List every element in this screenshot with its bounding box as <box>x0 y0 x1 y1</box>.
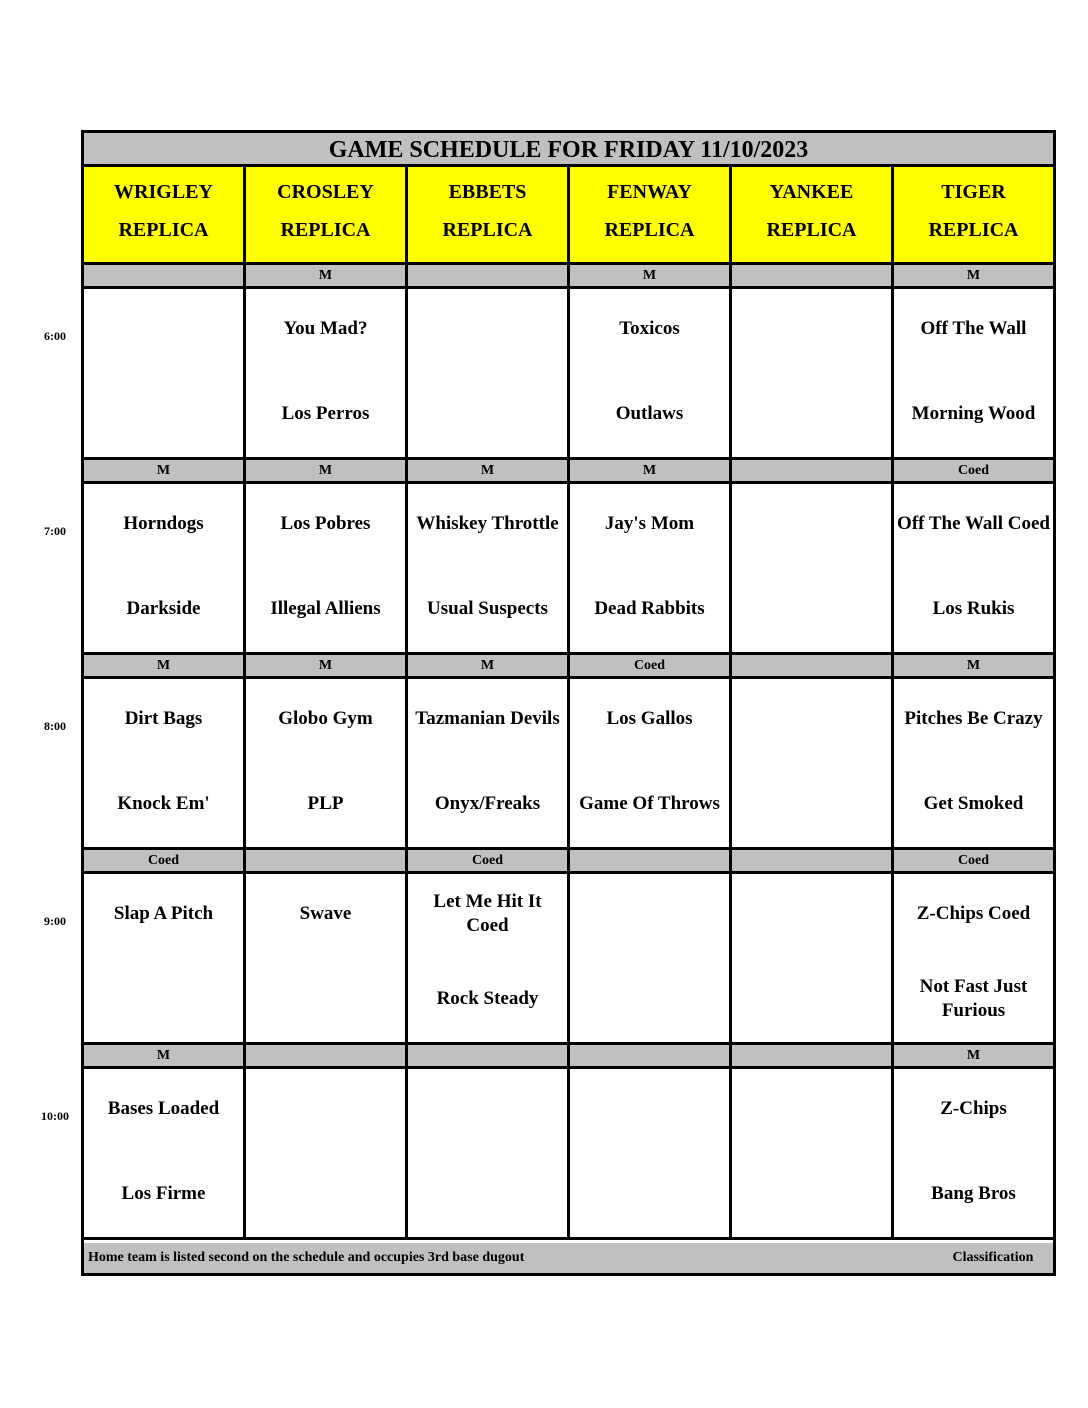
home-team: Illegal Alliens <box>270 598 381 619</box>
classification-cell: M <box>894 1045 1053 1069</box>
classification-cell: M <box>84 655 246 679</box>
game-cell <box>84 484 246 655</box>
home-team <box>572 969 727 1029</box>
field-subtitle: REPLICA <box>118 219 209 241</box>
game-cell <box>894 679 1053 850</box>
game-cell <box>732 874 894 1045</box>
home-team-note: Home team is listed second on the schedule and occupies 3rd base dugout <box>88 1250 525 1265</box>
away-team: Slap A Pitch <box>113 903 214 924</box>
home-team: Darkside <box>126 598 201 619</box>
classification-cell: Coed <box>408 850 570 874</box>
schedule-title: GAME SCHEDULE FOR FRIDAY 11/10/2023 <box>84 133 1053 167</box>
away-team: Tazmanian Devils <box>415 708 560 729</box>
game-cell <box>408 679 570 850</box>
game-cell <box>894 484 1053 655</box>
field-header-2 <box>246 167 408 265</box>
time-label: 9:00 <box>44 914 66 928</box>
time-label: 7:00 <box>44 524 66 538</box>
away-team <box>410 299 565 359</box>
game-cell <box>732 484 894 655</box>
classification-cell <box>732 460 894 484</box>
game-cell <box>570 874 732 1045</box>
home-team: Los Rukis <box>932 598 1015 619</box>
home-team <box>410 1164 565 1224</box>
classification-cell: M <box>570 265 732 289</box>
home-team: Dead Rabbits <box>594 598 705 619</box>
classification-cell <box>732 655 894 679</box>
game-cell <box>408 1069 570 1240</box>
classification-cell <box>570 1045 732 1069</box>
classification-cell: M <box>570 460 732 484</box>
away-team <box>248 1079 403 1139</box>
field-subtitle: REPLICA <box>604 219 695 241</box>
field-name: EBBETS <box>448 181 527 203</box>
time-label: 10:00 <box>41 1109 69 1123</box>
game-cell <box>570 1069 732 1240</box>
time-label: 8:00 <box>44 719 66 733</box>
home-team <box>248 969 403 1029</box>
game-cell <box>732 1069 894 1240</box>
home-team: Outlaws <box>615 403 684 424</box>
game-cell <box>246 289 408 460</box>
away-team: Bases Loaded <box>107 1098 220 1119</box>
home-team: Morning Wood <box>911 403 1036 424</box>
field-header-4 <box>570 167 732 265</box>
field-name: FENWAY <box>607 181 692 203</box>
game-cell <box>408 289 570 460</box>
game-cell <box>894 289 1053 460</box>
home-team <box>734 384 889 444</box>
classification-cell: M <box>246 265 408 289</box>
home-team: Get Smoked <box>923 793 1024 814</box>
home-team: Los Firme <box>121 1183 206 1204</box>
away-team: Toxicos <box>619 318 680 339</box>
away-team: Off The Wall Coed <box>897 513 1050 534</box>
classification-cell: Coed <box>84 850 246 874</box>
away-team: Los Pobres <box>280 513 371 534</box>
classification-cell: M <box>408 460 570 484</box>
away-team: Pitches Be Crazy <box>904 708 1043 729</box>
field-name: YANKEE <box>769 181 854 203</box>
field-subtitle: REPLICA <box>766 219 857 241</box>
away-team: Off The Wall <box>920 318 1027 339</box>
field-subtitle: REPLICA <box>928 219 1019 241</box>
field-subtitle: REPLICA <box>442 219 533 241</box>
classification-cell <box>732 1045 894 1069</box>
home-team <box>86 969 241 1029</box>
classification-cell: Coed <box>570 655 732 679</box>
footer-bar <box>84 1243 1053 1273</box>
away-team <box>410 1079 565 1139</box>
away-team <box>734 884 889 944</box>
away-team: Swave <box>299 903 352 924</box>
home-team: Bang Bros <box>931 1183 1016 1204</box>
classification-cell <box>408 1045 570 1069</box>
classification-cell <box>84 265 246 289</box>
away-team: Whiskey Throttle <box>416 513 559 534</box>
classification-cell <box>246 1045 408 1069</box>
schedule-table <box>81 130 1056 1276</box>
time-label: 6:00 <box>44 329 66 343</box>
home-team <box>410 384 565 444</box>
game-cell <box>570 289 732 460</box>
classification-cell: M <box>894 655 1053 679</box>
home-team <box>248 1164 403 1224</box>
field-name: CROSLEY <box>277 181 374 203</box>
classification-label: Classification <box>952 1250 1034 1265</box>
classification-cell <box>408 265 570 289</box>
home-team <box>86 384 241 444</box>
away-team: Z-Chips <box>940 1098 1007 1119</box>
field-name: WRIGLEY <box>114 181 213 203</box>
game-cell <box>246 874 408 1045</box>
home-team: Not Fast Just Furious <box>919 976 1028 1021</box>
away-team: Globo Gym <box>278 708 373 729</box>
game-cell <box>732 289 894 460</box>
field-header-1 <box>84 167 246 265</box>
classification-cell: M <box>408 655 570 679</box>
home-team: Rock Steady <box>436 988 539 1009</box>
home-team <box>734 1164 889 1224</box>
home-team <box>734 774 889 834</box>
field-header-5 <box>732 167 894 265</box>
away-team <box>572 884 727 944</box>
away-team <box>572 1079 727 1139</box>
classification-cell <box>246 850 408 874</box>
away-team <box>734 689 889 749</box>
classification-cell: Coed <box>894 850 1053 874</box>
game-cell <box>894 1069 1053 1240</box>
classification-cell: M <box>894 265 1053 289</box>
away-team: Jay's Mom <box>604 513 695 534</box>
field-name: TIGER <box>941 181 1006 203</box>
home-team: Game Of Throws <box>579 793 720 814</box>
field-header-3 <box>408 167 570 265</box>
away-team: Let Me Hit It Coed <box>433 891 542 936</box>
game-cell <box>84 1069 246 1240</box>
away-team: You Mad? <box>283 318 368 339</box>
home-team <box>734 579 889 639</box>
away-team <box>734 299 889 359</box>
home-team <box>734 969 889 1029</box>
game-cell <box>408 874 570 1045</box>
field-subtitle: REPLICA <box>280 219 371 241</box>
classification-cell <box>570 850 732 874</box>
classification-cell: Coed <box>894 460 1053 484</box>
game-cell <box>246 484 408 655</box>
classification-cell: M <box>84 1045 246 1069</box>
away-team: Z-Chips Coed <box>916 903 1031 924</box>
away-team <box>86 299 241 359</box>
away-team: Los Gallos <box>606 708 693 729</box>
classification-cell: M <box>84 460 246 484</box>
away-team <box>734 494 889 554</box>
classification-cell <box>732 850 894 874</box>
game-cell <box>732 679 894 850</box>
game-cell <box>408 484 570 655</box>
away-team: Horndogs <box>123 513 204 534</box>
away-team: Dirt Bags <box>124 708 203 729</box>
game-cell <box>84 874 246 1045</box>
game-cell <box>570 679 732 850</box>
game-cell <box>246 679 408 850</box>
classification-cell: M <box>246 655 408 679</box>
classification-cell: M <box>246 460 408 484</box>
home-team: Los Perros <box>281 403 370 424</box>
classification-cell <box>732 265 894 289</box>
home-team: Knock Em' <box>117 793 210 814</box>
game-cell <box>84 679 246 850</box>
field-header-6 <box>894 167 1053 265</box>
home-team: Usual Suspects <box>427 598 548 619</box>
game-cell <box>894 874 1053 1045</box>
home-team: PLP <box>307 793 344 814</box>
home-team <box>572 1164 727 1224</box>
home-team: Onyx/Freaks <box>434 793 541 814</box>
game-cell <box>570 484 732 655</box>
game-cell <box>246 1069 408 1240</box>
game-cell <box>84 289 246 460</box>
away-team <box>734 1079 889 1139</box>
